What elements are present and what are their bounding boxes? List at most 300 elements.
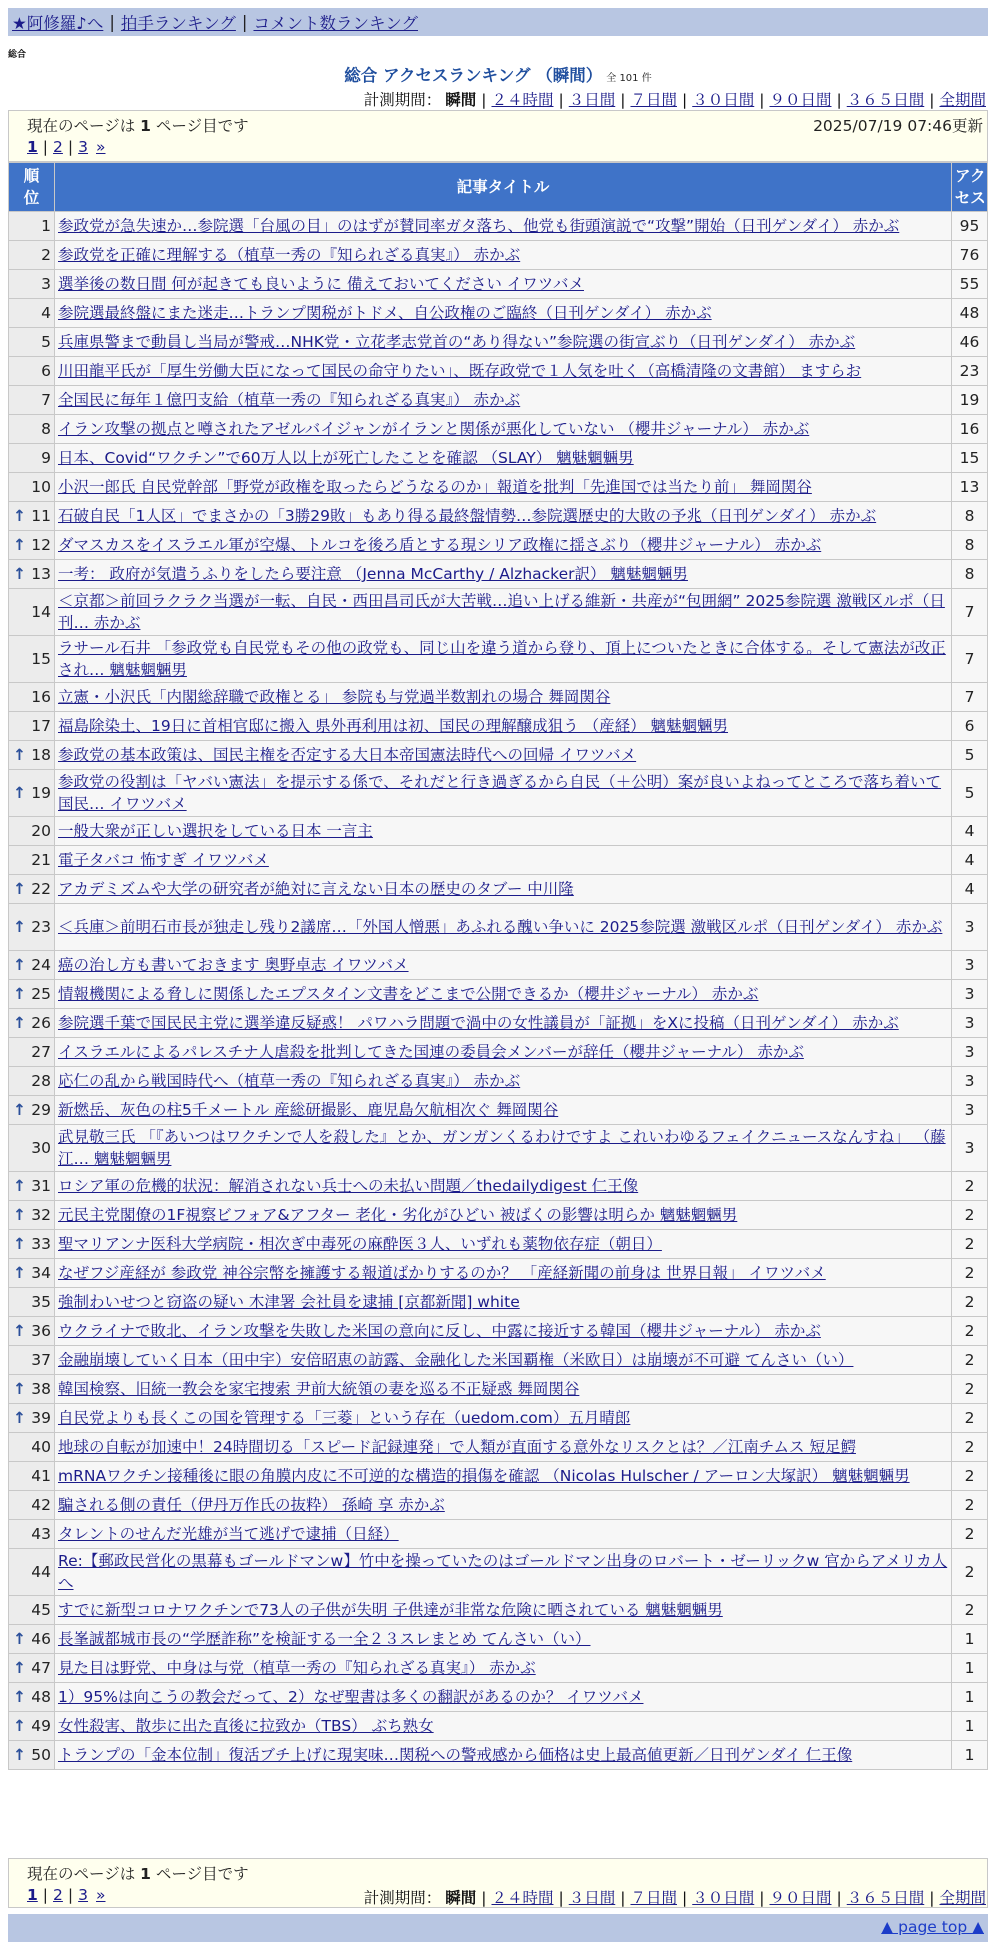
rank-number: 14: [31, 603, 51, 621]
table-row: [9, 951, 988, 980]
top-nav-bar: [8, 8, 988, 36]
table-row: [9, 1625, 988, 1654]
table-row: [9, 846, 988, 875]
title-cell: [55, 1654, 952, 1683]
pager-current[interactable]: 1: [27, 138, 38, 156]
rank-number: 6: [41, 362, 51, 380]
period-link-30d[interactable]: ３０日間: [692, 91, 755, 109]
rank-number: 44: [31, 1563, 51, 1581]
rank-cell: [9, 683, 55, 712]
article-link[interactable]: 電子タバコ 怖すぎ イワツバメ: [58, 851, 269, 869]
access-count: 5: [952, 741, 988, 770]
rank-cell: [9, 904, 55, 951]
title-cell: [55, 386, 952, 415]
rank-cell: [9, 1067, 55, 1096]
title-cell: [55, 1317, 952, 1346]
title-cell: [55, 270, 952, 299]
up-arrow-icon: ↑: [13, 507, 26, 525]
table-row: [9, 270, 988, 299]
title-cell: [55, 1288, 952, 1317]
period-link-24h[interactable]: ２４時間: [491, 91, 554, 109]
title-cell: [55, 951, 952, 980]
table-row: [9, 770, 988, 817]
rank-cell: [9, 531, 55, 560]
access-count: 4: [952, 846, 988, 875]
article-link[interactable]: ＜兵庫＞前明石市長が独走し残り2議席…「外国人憎悪」あふれる醜い争いに 2025参院選 激戦区ルポ（日刊ゲンダイ） 赤かぶ: [58, 918, 943, 936]
table-row: [9, 1067, 988, 1096]
access-count: 15: [952, 444, 988, 473]
table-row: [9, 1712, 988, 1741]
article-link[interactable]: ＜京都＞前回ラクラク当選が一転、自民・西田昌司氏が大苦戦…追い上げる維新・共産が“包囲網” 2025参院選 激戦区ルポ（日刊… 赤かぶ: [58, 592, 945, 632]
access-count: 1: [952, 1625, 988, 1654]
title-cell: [55, 1712, 952, 1741]
period-link-24h[interactable]: ２４時間: [491, 1889, 554, 1907]
title-cell: [55, 1125, 952, 1172]
article-link[interactable]: 参政党を正確に理解する（植草一秀の『知られざる真実』） 赤かぶ: [58, 246, 521, 264]
rank-cell: [9, 1172, 55, 1201]
access-count: 3: [952, 1009, 988, 1038]
access-count: 1: [952, 1683, 988, 1712]
rank-number: 41: [31, 1467, 51, 1485]
access-count: 2: [952, 1375, 988, 1404]
rank-number: 20: [31, 822, 51, 840]
rank-cell: [9, 712, 55, 741]
rank-number: 15: [31, 650, 51, 668]
access-count: 2: [952, 1288, 988, 1317]
table-row: [9, 502, 988, 531]
article-link[interactable]: 長峯誠都城市長の“学歴詐称”を検証する一全２３スレまとめ てんさい（い）: [58, 1630, 591, 1648]
rank-number: 32: [31, 1206, 51, 1224]
article-link[interactable]: 石破自民「1人区」でまさかの「3勝29敗」もあり得る最終盤情勢…参院選歴史的大敗の予兆（日刊ゲンダイ） 赤かぶ: [58, 507, 877, 525]
title-cell: [55, 980, 952, 1009]
table-row: [9, 1741, 988, 1770]
title-cell: [55, 741, 952, 770]
table-row: [9, 980, 988, 1009]
rank-cell: [9, 1038, 55, 1067]
table-row: [9, 589, 988, 636]
rank-number: 5: [41, 333, 51, 351]
access-count: 3: [952, 904, 988, 951]
table-row: [9, 1317, 988, 1346]
rank-number: 47: [31, 1659, 51, 1677]
article-link[interactable]: 一考： 政府が気遣うふりをしたら要注意 （Jenna McCarthy / Alzhacker訳） 魑魅魍魎男: [58, 565, 688, 583]
rank-number: 3: [41, 275, 51, 293]
rank-cell: [9, 1096, 55, 1125]
title-cell: [55, 1520, 952, 1549]
title-cell: [55, 1172, 952, 1201]
article-link[interactable]: ウクライナで敗北、イラン攻撃を失敗した米国の意向に反し、中露に接近する韓国（櫻井ジャーナル） 赤かぶ: [58, 1322, 821, 1340]
rank-number: 34: [31, 1264, 51, 1282]
rank-number: 35: [31, 1293, 51, 1311]
rank-cell: [9, 875, 55, 904]
title-cell: [55, 444, 952, 473]
up-arrow-icon: ↑: [13, 1380, 26, 1398]
period-current: 瞬間: [445, 91, 477, 109]
rank-number: 49: [31, 1717, 51, 1735]
title-cell: [55, 1683, 952, 1712]
article-link[interactable]: 情報機関による脅しに関係したエプスタイン文書をどこまで公開できるか（櫻井ジャーナル） 赤かぶ: [58, 985, 759, 1003]
rank-number: 43: [31, 1525, 51, 1543]
up-arrow-icon: ↑: [13, 1659, 26, 1677]
access-count: 7: [952, 589, 988, 636]
up-arrow-icon: ↑: [13, 1235, 26, 1253]
article-link[interactable]: アカデミズムや大学の研究者が絶対に言えない日本の歴史のタブー 中川隆: [58, 880, 574, 898]
pager-bottom: 1 | 2 | 3 »: [27, 1886, 106, 1904]
access-count: 2: [952, 1259, 988, 1288]
table-row: [9, 299, 988, 328]
article-link[interactable]: 武見敬三氏 「『あいつはワクチンで人を殺した』とか、ガンガンくるわけですよ これいわゆるフェイクニュースなんすね」 （藤江… 魑魅魍魎男: [58, 1128, 946, 1168]
access-count: 2: [952, 1462, 988, 1491]
article-link[interactable]: 立憲・小沢氏「内閣総辞職で政権とる」 参院も与党過半数割れの場合 舞岡関谷: [58, 688, 611, 706]
rank-number: 17: [31, 717, 51, 735]
table-row: [9, 560, 988, 589]
rank-number: 40: [31, 1438, 51, 1456]
table-row: [9, 1596, 988, 1625]
article-link[interactable]: 選挙後の数日間 何が起きても良いように 備えておいてください イワツバメ: [58, 275, 584, 293]
rank-number: 50: [31, 1746, 51, 1764]
rank-number: 9: [41, 449, 51, 467]
section-label: 総合: [8, 50, 27, 60]
period-selector-bottom: 計測期間： 瞬間 | ２４時間 | ３日間 | ７日間 | ３０日間 | ９０日間 | ３６５日間 | 全期間: [363, 1889, 986, 1907]
rank-cell: [9, 473, 55, 502]
table-row: [9, 1125, 988, 1172]
period-link-365d[interactable]: ３６５日間: [846, 91, 925, 109]
title-cell: [55, 875, 952, 904]
bottom-bar: [8, 1914, 988, 1942]
access-count: 3: [952, 1038, 988, 1067]
title-cell: [55, 636, 952, 683]
access-count: 2: [952, 1596, 988, 1625]
title-cell: [55, 531, 952, 560]
article-link[interactable]: 兵庫県警まで動員し当局が警戒…NHK党・立花孝志党首の“あり得ない”参院選の街宣ぶり（日刊ゲンダイ） 赤かぶ: [58, 333, 856, 351]
rank-cell: [9, 980, 55, 1009]
title-cell: [55, 1346, 952, 1375]
pager-top: 1 | 2 | 3 »: [27, 138, 106, 156]
rank-number: 23: [31, 918, 51, 936]
table-row: [9, 1654, 988, 1683]
period-link-90d[interactable]: ９０日間: [769, 1889, 832, 1907]
access-count: 2: [952, 1317, 988, 1346]
title-cell: [55, 1433, 952, 1462]
table-row: [9, 904, 988, 951]
title-cell: [55, 1259, 952, 1288]
title-cell: [55, 212, 952, 241]
table-row: [9, 1462, 988, 1491]
period-selector-top: 計測期間： 瞬間 | ２４時間 | ３日間 | ７日間 | ３０日間 | ９０日間 | ３６５日間 | 全期間: [363, 91, 986, 109]
rank-cell: [9, 1491, 55, 1520]
up-arrow-icon: ↑: [13, 1014, 26, 1032]
access-count: 6: [952, 712, 988, 741]
article-link[interactable]: タレントのせんだ光雄が当て逃げで逮捕（日経）: [58, 1525, 399, 1543]
up-arrow-icon: ↑: [13, 1264, 26, 1282]
table-row: [9, 1520, 988, 1549]
rank-number: 18: [31, 746, 51, 764]
article-link[interactable]: 川田龍平氏が「厚生労働大臣になって国民の命守りたい」、既存政党で１人気を吐く（高橋清隆の文書館） ますらお: [58, 362, 862, 380]
article-link[interactable]: 新燃岳、灰色の柱5千メートル 産総研撮影、鹿児島欠航相次ぐ 舞岡関谷: [58, 1101, 559, 1119]
pager-page-2[interactable]: 2: [53, 1886, 63, 1904]
rank-header: 順位: [9, 163, 55, 212]
rank-cell: [9, 636, 55, 683]
rank-cell: [9, 241, 55, 270]
article-link[interactable]: Re:【郵政民営化の黒幕もゴールドマンw】竹中を操っていたのはゴールドマン出身のロバート・ゼーリックw 官からアメリカ人へ: [58, 1552, 948, 1592]
article-link[interactable]: 参政党の基本政策は、国民主権を否定する大日本帝国憲法時代への回帰 イワツバメ: [58, 746, 637, 764]
article-link[interactable]: 女性殺害、散歩に出た直後に拉致か（TBS） ぶち熟女: [58, 1717, 434, 1735]
table-row: [9, 1404, 988, 1433]
access-count: 3: [952, 1125, 988, 1172]
rank-cell: [9, 951, 55, 980]
access-count: 76: [952, 241, 988, 270]
table-row: [9, 415, 988, 444]
access-count: 16: [952, 415, 988, 444]
access-count: 2: [952, 1433, 988, 1462]
pager-page-2[interactable]: 2: [53, 138, 63, 156]
page-info: 現在のページは 1 ページ目です: [27, 1865, 249, 1883]
article-link[interactable]: 見た目は野党、中身は与党（植草一秀の『知られざる真実』） 赤かぶ: [58, 1659, 536, 1677]
rank-cell: [9, 1433, 55, 1462]
rank-cell: [9, 415, 55, 444]
title-cell: [55, 846, 952, 875]
table-row: [9, 386, 988, 415]
article-link[interactable]: ロシア軍の危機的状況：解消されない兵士への未払い問題／thedailydigest 仁王像: [58, 1177, 639, 1195]
rank-cell: [9, 589, 55, 636]
article-link[interactable]: 小沢一郎氏 自民党幹部「野党が政権を取ったらどうなるのか」報道を批判「先進国では当たり前」 舞岡関谷: [58, 478, 812, 496]
rank-cell: [9, 817, 55, 846]
home-link[interactable]: ★阿修羅♪へ: [12, 14, 104, 33]
article-link[interactable]: 韓国検察、旧統一教会を家宅捜索 尹前大統領の妻を巡る不正疑惑 舞岡関谷: [58, 1380, 580, 1398]
rank-number: 29: [31, 1101, 51, 1119]
article-link[interactable]: 参院選千葉で国民民主党に選挙違反疑惑！ パワハラ問題で渦中の女性議員が「証拠」をXに投稿（日刊ゲンダイ） 赤かぶ: [58, 1014, 899, 1032]
rank-number: 37: [31, 1351, 51, 1369]
title-cell: [55, 1741, 952, 1770]
title-cell: [55, 1067, 952, 1096]
article-link[interactable]: 参政党が急失速か…参院選「台風の目」のはずが賛同率ガタ落ち、他党も街頭演説で“攻撃”開始（日刊ゲンダイ） 赤かぶ: [58, 217, 900, 235]
article-link[interactable]: ラサール石井 「参政党も自民党もその他の政党も、同じ山を違う道から登り、頂上についたときに合体する。そして憲法が改正され… 魑魅魍魎男: [58, 639, 946, 679]
table-row: [9, 212, 988, 241]
period-link-365d[interactable]: ３６５日間: [846, 1889, 925, 1907]
article-link[interactable]: mRNAワクチン接種後に眼の角膜内皮に不可逆的な構造的損傷を確認 （Nicolas Hulscher / アーロン大塚訳） 魑魅魍魎男: [58, 1467, 910, 1485]
nav-separator: |: [241, 12, 248, 32]
access-count: 7: [952, 636, 988, 683]
access-count: 2: [952, 1491, 988, 1520]
up-arrow-icon: ↑: [13, 985, 26, 1003]
article-link[interactable]: 騙される側の責任（伊丹万作氏の抜粋） 孫崎 享 赤かぶ: [58, 1496, 445, 1514]
period-link-7d[interactable]: ７日間: [630, 91, 677, 109]
table-row: [9, 1009, 988, 1038]
rank-number: 4: [41, 304, 51, 322]
table-row: [9, 1259, 988, 1288]
table-row: [9, 241, 988, 270]
rank-number: 21: [31, 851, 51, 869]
access-count: 1: [952, 1741, 988, 1770]
article-link[interactable]: 日本、Covid“ワクチン”で60万人以上が死亡したことを確認 （SLAY） 魑魅魍魎男: [58, 449, 634, 467]
rank-number: 16: [31, 688, 51, 706]
rank-number: 30: [31, 1139, 51, 1157]
access-header: アクセス: [952, 163, 988, 212]
title-cell: [55, 299, 952, 328]
table-row: [9, 1096, 988, 1125]
title-cell: [55, 1201, 952, 1230]
title-cell: [55, 241, 952, 270]
title-cell: [55, 904, 952, 951]
rank-cell: [9, 1346, 55, 1375]
title-cell: [55, 1009, 952, 1038]
access-count: 2: [952, 1201, 988, 1230]
up-arrow-icon: ↑: [13, 536, 26, 554]
access-count: 13: [952, 473, 988, 502]
up-arrow-icon: ↑: [13, 746, 26, 764]
table-row: [9, 875, 988, 904]
nav-separator: |: [109, 12, 115, 32]
access-count: 2: [952, 1346, 988, 1375]
rank-number: 48: [31, 1688, 51, 1706]
pager-current[interactable]: 1: [27, 1886, 38, 1904]
rank-cell: [9, 1712, 55, 1741]
article-link[interactable]: 応仁の乱から戦国時代へ（植草一秀の『知られざる真実』） 赤かぶ: [58, 1072, 521, 1090]
period-link-3d[interactable]: ３日間: [568, 91, 616, 109]
rank-number: 38: [31, 1380, 51, 1398]
article-link[interactable]: 地球の自転が加速中！24時間切る「スピード記録連発」で人類が直面する意外なリスクとは？／江南チムス 短足鰐: [58, 1438, 856, 1456]
ranking-table: [8, 162, 988, 1770]
table-row: [9, 817, 988, 846]
article-link[interactable]: 元民主党閣僚の1F視察ビフォア&アフター 老化・劣化がひどい 被ばくの影響は明らか 魑魅魍魎男: [58, 1206, 738, 1224]
access-count: 8: [952, 560, 988, 589]
pager-next[interactable]: »: [96, 138, 106, 156]
access-count: 4: [952, 817, 988, 846]
up-arrow-icon: ↑: [13, 1322, 26, 1340]
period-link-90d[interactable]: ９０日間: [769, 91, 832, 109]
article-link[interactable]: 一般大衆が正しい選択をしている日本 一言主: [58, 822, 373, 840]
rank-cell: [9, 299, 55, 328]
rank-number: 13: [31, 565, 51, 583]
article-link[interactable]: 福島除染土、19日に首相官邸に搬入 県外再利用は初、国民の理解醸成狙う （産経） 魑魅魍魎男: [58, 717, 729, 735]
article-link[interactable]: 聖マリアンナ医科大学病院・相次ぎ中毒死の麻酔医３人、いずれも薬物依存症（朝日）: [58, 1235, 662, 1253]
up-arrow-icon: ↑: [13, 1206, 26, 1224]
table-row: [9, 1549, 988, 1596]
ranking-title-block: [0, 62, 996, 86]
table-row: [9, 1230, 988, 1259]
applause-ranking-link[interactable]: 拍手ランキング: [120, 14, 236, 33]
pager-page-3[interactable]: 3: [78, 138, 89, 156]
title-cell: [55, 502, 952, 531]
article-link[interactable]: ダマスカスをイスラエル軍が空爆、トルコを後ろ盾とする現シリア政権に揺さぶり（櫻井ジャーナル） 赤かぶ: [58, 536, 822, 554]
article-link[interactable]: すでに新型コロナワクチンで73人の子供が失明 子供達が非常な危険に晒されている 魑魅魍魎男: [58, 1601, 723, 1619]
period-link-7d[interactable]: ７日間: [630, 1889, 677, 1907]
period-link-all[interactable]: 全期間: [939, 1889, 986, 1907]
access-count: 3: [952, 1096, 988, 1125]
period-link-all[interactable]: 全期間: [939, 91, 986, 109]
article-link[interactable]: 参政党の役割は「ヤバい憲法」を提示する係で、それだと行き過ぎるから自民（＋公明）案が良いよねってところで落ち着いて国民… イワツバメ: [58, 773, 942, 813]
access-count: 23: [952, 357, 988, 386]
period-link-30d[interactable]: ３０日間: [692, 1889, 755, 1907]
title-cell: [55, 1375, 952, 1404]
rank-cell: [9, 1009, 55, 1038]
rank-number: 31: [31, 1177, 51, 1195]
rank-number: 28: [31, 1072, 51, 1090]
rank-cell: [9, 1549, 55, 1596]
rank-number: 19: [31, 784, 51, 802]
rank-number: 24: [31, 956, 51, 974]
title-cell: [55, 1491, 952, 1520]
rank-number: 39: [31, 1409, 51, 1427]
rank-number: 26: [31, 1014, 51, 1032]
up-arrow-icon: ↑: [13, 918, 26, 936]
rank-cell: [9, 444, 55, 473]
access-count: 4: [952, 875, 988, 904]
up-arrow-icon: ↑: [13, 1101, 26, 1119]
rank-number: 25: [31, 985, 51, 1003]
rank-number: 45: [31, 1601, 51, 1619]
article-link[interactable]: トランプの「金本位制」復活ブチ上げに現実味…関税への警戒感から価格は史上最高値更新／日刊ゲンダイ 仁王像: [58, 1746, 853, 1764]
rank-cell: [9, 1462, 55, 1491]
pager-next[interactable]: »: [96, 1886, 106, 1904]
article-link[interactable]: 強制わいせつと窃盗の疑い 木津署 会社員を逮捕 [京都新聞] white: [58, 1293, 520, 1311]
access-count: 19: [952, 386, 988, 415]
article-link[interactable]: 自民党よりも長くこの国を管理する「三菱」という存在（uedom.com）五月晴郎: [58, 1409, 631, 1427]
access-count: 5: [952, 770, 988, 817]
title-cell: [55, 415, 952, 444]
title-cell: [55, 560, 952, 589]
rank-cell: [9, 770, 55, 817]
access-count: 55: [952, 270, 988, 299]
up-arrow-icon: ↑: [13, 1746, 26, 1764]
article-link[interactable]: 1）95%は向こうの教会だって、2）なぜ聖書は多くの翻訳があるのか？ イワツバメ: [58, 1688, 644, 1706]
article-link[interactable]: イラン攻撃の拠点と噂されたアゼルバイジャンがイランと関係が悪化していない （櫻井ジャーナル） 赤かぶ: [58, 420, 810, 438]
access-count: 8: [952, 531, 988, 560]
title-cell: [55, 328, 952, 357]
page-top-link[interactable]: ▲ page top ▲: [881, 1918, 984, 1936]
access-count: 8: [952, 502, 988, 531]
title-header: 記事タイトル: [55, 163, 952, 212]
access-count: 2: [952, 1404, 988, 1433]
table-row: [9, 636, 988, 683]
title-cell: [55, 1462, 952, 1491]
table-row: [9, 683, 988, 712]
rank-cell: [9, 270, 55, 299]
rank-cell: [9, 1125, 55, 1172]
rank-number: 11: [31, 507, 51, 525]
title-cell: [55, 1625, 952, 1654]
title-cell: [55, 1096, 952, 1125]
table-row: [9, 1491, 988, 1520]
rank-number: 7: [41, 391, 51, 409]
table-row: [9, 1375, 988, 1404]
article-link[interactable]: 全国民に毎年１億円支給（植草一秀の『知られざる真実』） 赤かぶ: [58, 391, 521, 409]
period-link-3d[interactable]: ３日間: [568, 1889, 616, 1907]
rank-cell: [9, 846, 55, 875]
article-link[interactable]: 金融崩壊していく日本（田中宇）安倍昭恵の訪露、金融化した米国覇権（米欧日）は崩壊が不可避 てんさい（い）: [58, 1351, 854, 1369]
period-current: 瞬間: [445, 1889, 477, 1907]
title-cell: [55, 817, 952, 846]
article-link[interactable]: なぜフジ産経が 参政党 神谷宗幣を擁護する報道ばかりするのか？ 「産経新聞の前身は 世界日報」 イワツバメ: [58, 1264, 826, 1282]
article-link[interactable]: イスラエルによるパレスチナ人虐殺を批判してきた国連の委員会メンバーが辞任（櫻井ジャーナル） 赤かぶ: [58, 1043, 804, 1061]
comment-ranking-link[interactable]: コメント数ランキング: [253, 14, 418, 33]
title-cell: [55, 683, 952, 712]
rank-number: 1: [41, 217, 51, 235]
title-cell: [55, 473, 952, 502]
rank-cell: [9, 1683, 55, 1712]
title-cell: [55, 357, 952, 386]
up-arrow-icon: ↑: [13, 1717, 26, 1735]
title-cell: [55, 589, 952, 636]
pager-page-3[interactable]: 3: [78, 1886, 89, 1904]
article-link[interactable]: 癌の治し方も書いておきます 奥野卓志 イワツバメ: [58, 956, 409, 974]
period-label: 計測期間：: [363, 1889, 442, 1907]
table-row: [9, 357, 988, 386]
rank-cell: [9, 357, 55, 386]
article-link[interactable]: 参院選最終盤にまた迷走…トランプ関税がトドメ、自公政権のご臨終（日刊ゲンダイ） 赤かぶ: [58, 304, 712, 322]
up-arrow-icon: ↑: [13, 1409, 26, 1427]
rank-cell: [9, 1596, 55, 1625]
